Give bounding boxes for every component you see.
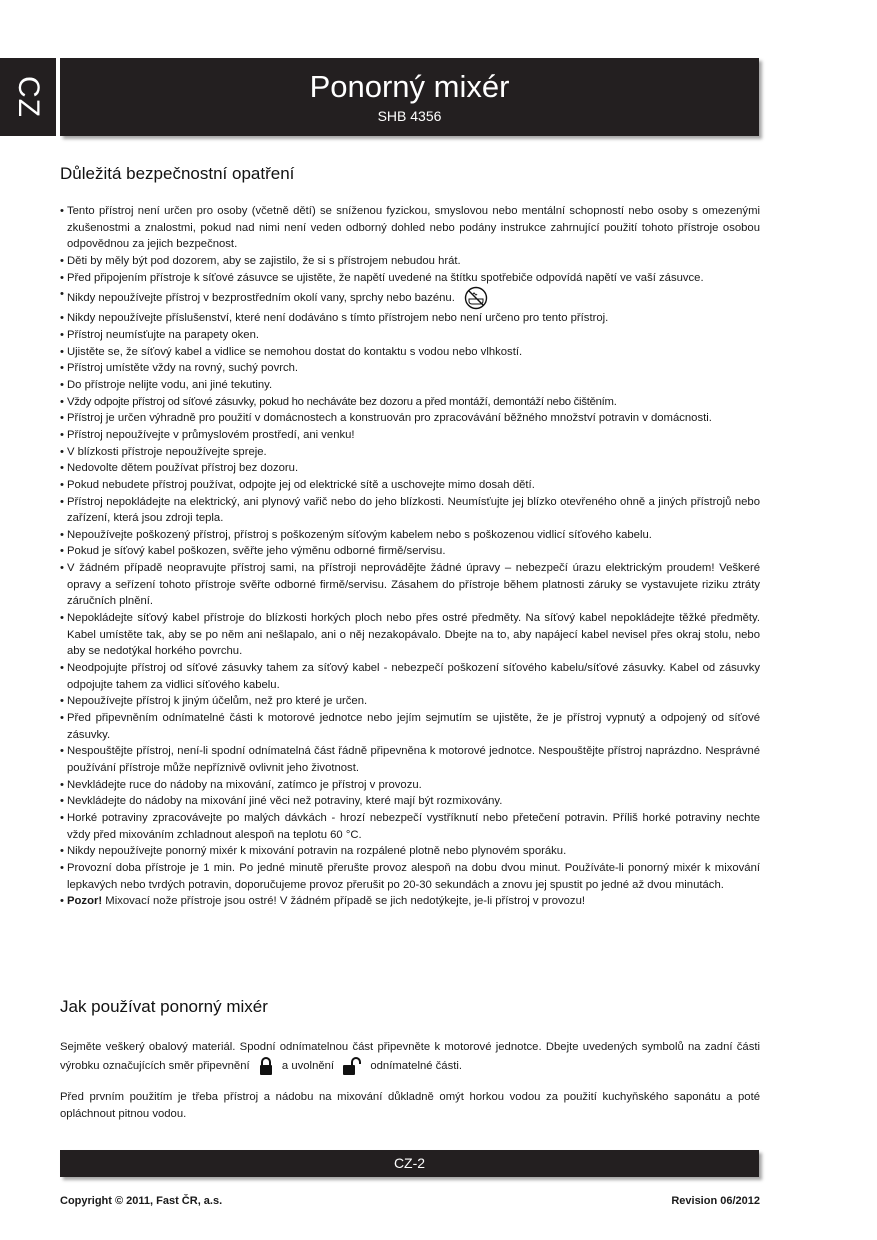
page-title: Ponorný mixér	[309, 69, 510, 104]
list-item: • V blízkosti přístroje nepoužívejte spreje.	[60, 444, 760, 461]
list-item: • Vždy odpojte přístroj od síťové zásuvky, pokud ho necháváte bez dozoru a před montáží, demontáží nebo čištěním.	[60, 394, 760, 411]
lock-closed-icon	[257, 1056, 275, 1076]
list-item: • Nikdy nepoužívejte ponorný mixér k mixování potravin na rozpálené plotně nebo plynovém sporáku.	[60, 843, 760, 860]
no-bath-icon	[462, 286, 490, 310]
list-item: • Nepoužívejte poškozený přístroj, přístroj s poškozeným síťovým kabelem nebo s poškozenou vidlicí síťového kabelu.	[60, 527, 760, 544]
usage-text-a: Sejměte veškerý obalový materiál. Spodní odnímatelnou část připevněte k motorové jednotce. Dbejte uvedených symbolů na zadní části výrobku označujících směr připevnění	[60, 1041, 760, 1072]
language-tab	[0, 58, 56, 136]
revision: Revision 06/2012	[671, 1195, 760, 1207]
list-item: • Před připevněním odnímatelné části k motorové jednotce nebo jejím sejmutím se ujistěte, že je přístroj vypnutý a odpojený od síťové zásuvky.	[60, 710, 760, 743]
page-number: CZ-2	[393, 1155, 426, 1171]
list-item: • Do přístroje nelijte vodu, ani jiné tekutiny.	[60, 377, 760, 394]
list-item: • Neodpojujte přístroj od síťové zásuvky tahem za síťový kabel - nebezpečí poškození síťového kabelu/síťové zásuvky. Kabel od zásuvky odpojujte tahem za vidlici síťového kabelu.	[60, 660, 760, 693]
model-number: SHB 4356	[377, 108, 442, 124]
safety-list	[60, 203, 760, 910]
lock-open-icon	[341, 1056, 363, 1076]
list-item: • Tento přístroj není určen pro osoby (včetně dětí) se sníženou fyzickou, smyslovou nebo mentální schopností nebo osoby s omezenými zkušenostmi a znalostmi, pokud nad nimi není veden odborný dohled nebo podány instrukce zahrnující použití tohoto přístroje osobou odpovědnou za jejich bezpečnost.	[60, 203, 760, 253]
list-item: • Nedovolte dětem používat přístroj bez dozoru.	[60, 460, 760, 477]
list-item: • Nikdy nepoužívejte příslušenství, které není dodáváno s tímto přístrojem nebo není určeno pro tento přístroj.	[60, 310, 760, 327]
usage-text-b: a uvolnění	[281, 1059, 335, 1072]
language-code: CZ	[12, 76, 45, 118]
list-item: • Přístroj umístěte vždy na rovný, suchý povrch.	[60, 360, 760, 377]
list-item	[60, 286, 760, 310]
list-item: • V žádném případě neopravujte přístroj sami, na přístroji neprovádějte žádné úpravy – nebezpečí úrazu elektrickým proudem! Veškeré opravy a seřízení tohoto přístroje svěřte odborné firmě/servisu. Zásahem do přístroje během platnosti záruky se vystavujete riziku ztráty záručních plnění.	[60, 560, 760, 610]
usage-paragraph-2: Před prvním použitím je třeba přístroj a nádobu na mixování důkladně omýt horkou vodou za použití kuchyňského saponátu a poté opláchnout pitnou vodou.	[60, 1091, 760, 1120]
list-item: • Nevkládejte do nádoby na mixování jiné věci než potraviny, které mají být rozmixovány.	[60, 793, 760, 810]
list-item: • Nepokládejte síťový kabel přístroje do blízkosti horkých ploch nebo přes ostré předměty. Na síťový kabel nepokládejte těžké předměty. Kabel umístěte tak, aby se po něm ani nešlapalo, ani o něj nezakopávalo. Dbejte na to, aby napájecí kabel nevisel přes okraj stolu, nebo aby se nedotýkal horkého povrchu.	[60, 610, 760, 660]
list-item: • Horké potraviny zpracovávejte po malých dávkách - hrozí nebezpečí vystříknutí nebo přetečení potravin. Příliš horké potraviny nechte vždy před mixováním zchladnout alespoň na teplotu 60 °C.	[60, 810, 760, 843]
list-item: • Ujistěte se, že síťový kabel a vidlice se nemohou dostat do kontaktu s vodou nebo vlhkostí.	[60, 344, 760, 361]
list-item: • Přístroj nepokládejte na elektrický, ani plynový vařič nebo do jeho blízkosti. Neumísťujte jej blízko otevřeného ohně a jiných přístrojů nebo zařízení, která jsou zdroji tepla.	[60, 494, 760, 527]
footer-bar	[60, 1150, 759, 1177]
list-item: • Pokud nebudete přístroj používat, odpojte jej od elektrické sítě a uschovejte mimo dosah dětí.	[60, 477, 760, 494]
list-item: • Pokud je síťový kabel poškozen, svěřte jeho výměnu odborné firmě/servisu.	[60, 543, 760, 560]
safety-heading: Důležitá bezpečnostní opatření	[60, 164, 295, 183]
list-item: • Provozní doba přístroje je 1 min. Po jedné minutě přerušte provoz alespoň na dobu dvou minut. Používáte-li ponorný mixér k mixování lepkavých nebo tvrdých potravin, doporučujeme provoz přerušit po 20-30 sekundách a znovu jej spustit po jedné až dvou minutách.	[60, 860, 760, 893]
usage-text-c: odnímatelné části.	[370, 1059, 463, 1072]
header-bar	[60, 58, 759, 136]
list-item-text: Nikdy nepoužívejte přístroj v bezprostředním okolí vany, sprchy nebo bazénu.	[67, 292, 455, 305]
list-item: • Přístroj neumísťujte na parapety oken.	[60, 327, 760, 344]
warning-label: Pozor!	[67, 895, 103, 908]
copyright: Copyright © 2011, Fast ČR, a.s.	[60, 1195, 223, 1207]
usage-paragraph	[60, 1039, 760, 1076]
list-item: • Nepoužívejte přístroj k jiným účelům, než pro které je určen.	[60, 693, 760, 710]
list-item	[60, 253, 760, 270]
list-item: • Nespouštějte přístroj, není-li spodní odnímatelná část řádně připevněna k motorové jednotce. Nespouštějte přístroj naprázdno. Nesprávné používání přístroje může nepříznivě ovlivnit jeho životnost.	[60, 743, 760, 776]
list-item: • Přístroj nepoužívejte v průmyslovém prostředí, ani venku!	[60, 427, 760, 444]
list-item: • Před připojením přístroje k síťové zásuvce se ujistěte, že napětí uvedené na štítku spotřebiče odpovídá napětí ve vaší zásuvce.	[60, 270, 760, 287]
list-item-warning	[60, 893, 760, 910]
list-item: • Přístroj je určen výhradně pro použití v domácnostech a konstruován pro zpracovávání běžného množství potravin v domácnosti.	[60, 410, 760, 427]
usage-heading: Jak používat ponorný mixér	[60, 997, 268, 1016]
list-item: • Nevkládejte ruce do nádoby na mixování, zatímco je přístroj v provozu.	[60, 777, 760, 794]
list-item-continuation: Děti by měly být pod dozorem, aby se zajistilo, že si s přístrojem nebudou hrát.	[67, 254, 461, 267]
warning-text: Mixovací nože přístroje jsou ostré! V žádném případě se jich nedotýkejte, je-li přístroj v provozu!	[102, 895, 586, 908]
